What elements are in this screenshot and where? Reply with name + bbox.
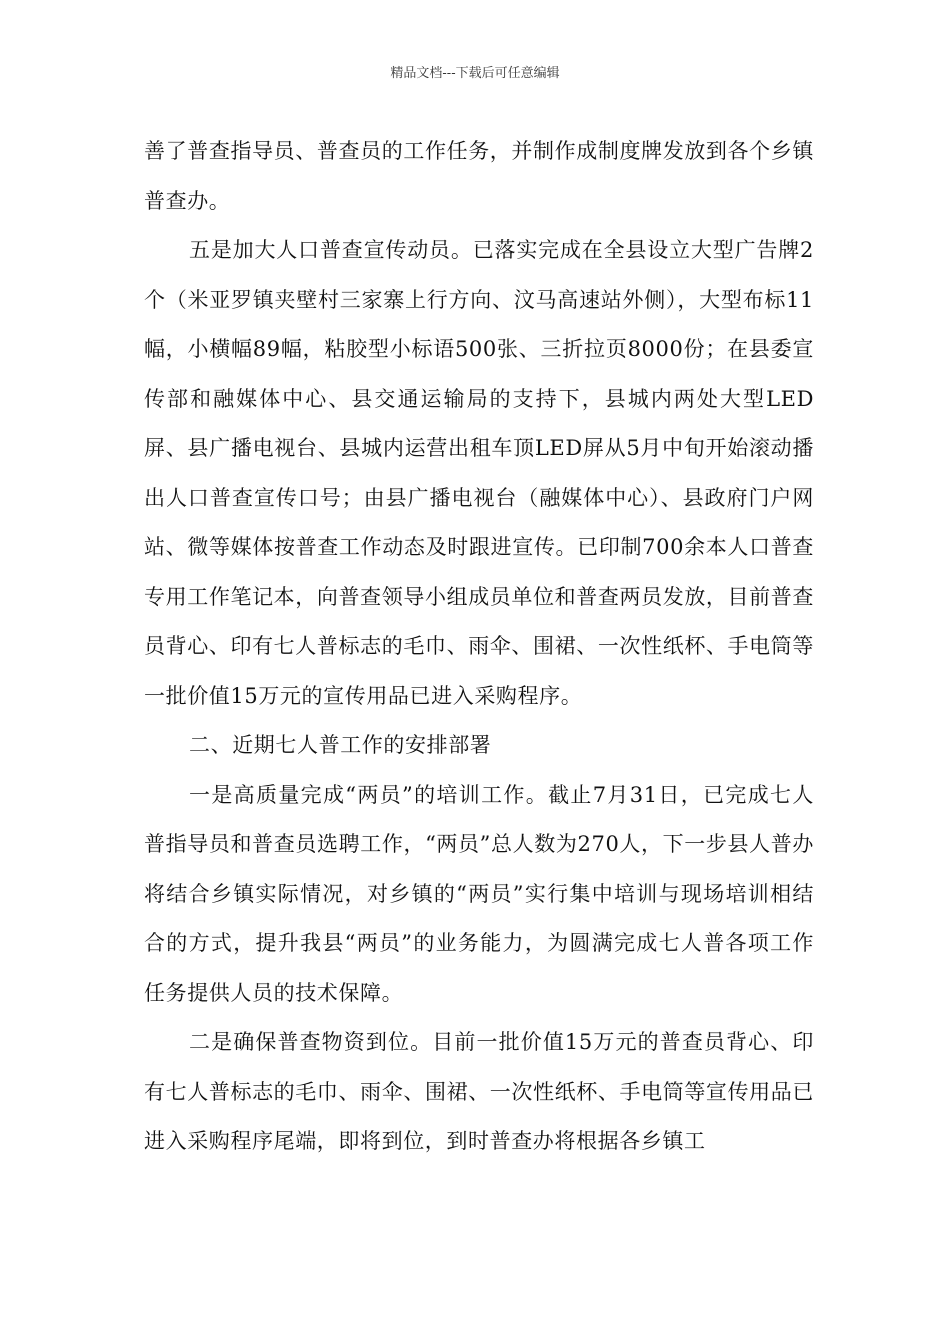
paragraph-training: 一是高质量完成“两员”的培训工作。截止7月31日，已完成七人普指导员和普查员选聘工作，“两员”总人数为270人，下一步县人普办将结合乡镇实际情况，对乡镇的“两员”实行集中培训与现场培训相结合的方式，提升我县“两员”的业务能力，为圆满完成七人普各项工作任务提供人员的技术保障。 — [144, 782, 814, 1005]
paragraph-continuation: 善了普查指导员、普查员的工作任务，并制作成制度牌发放到各个乡镇普查办。 — [144, 139, 814, 213]
paragraph-supplies: 二是确保普查物资到位。目前一批价值15万元的普查员背心、印有七人普标志的毛巾、雨伞、围裙、一次性纸杯、手电筒等宣传用品已进入采购程序尾端，即将到位，到时普查办将根据各乡镇工 — [144, 1030, 814, 1153]
section-heading: 二、近期七人普工作的安排部署 — [189, 733, 492, 757]
document-body — [144, 127, 814, 1167]
page-header: 精品文档---下载后可任意编辑 — [390, 66, 560, 81]
paragraph-publicity: 五是加大人口普查宣传动员。已落实完成在全县设立大型广告牌2个（米亚罗镇夹壁村三家寨上行方向、汶马高速站外侧），大型布标11幅，小横幅89幅，粘胶型小标语500张、三折拉页8000份；在县委宣传部和融媒体中心、县交通运输局的支持下，县城内两处大型LED屏、县广播电视台、县城内运营出租车顶LED屏从5月中旬开始滚动播出人口普查宣传口号；由县广播电视台（融媒体中心）、县政府门户网站、微等媒体按普查工作动态及时跟进宣传。已印制700余本人口普查专用工作笔记本，向普查领导小组成员单位和普查两员发放，目前普查员背心、印有七人普标志的毛巾、雨伞、围裙、一次性纸杯、手电筒等一批价值15万元的宣传用品已进入采购程序。 — [144, 238, 814, 708]
